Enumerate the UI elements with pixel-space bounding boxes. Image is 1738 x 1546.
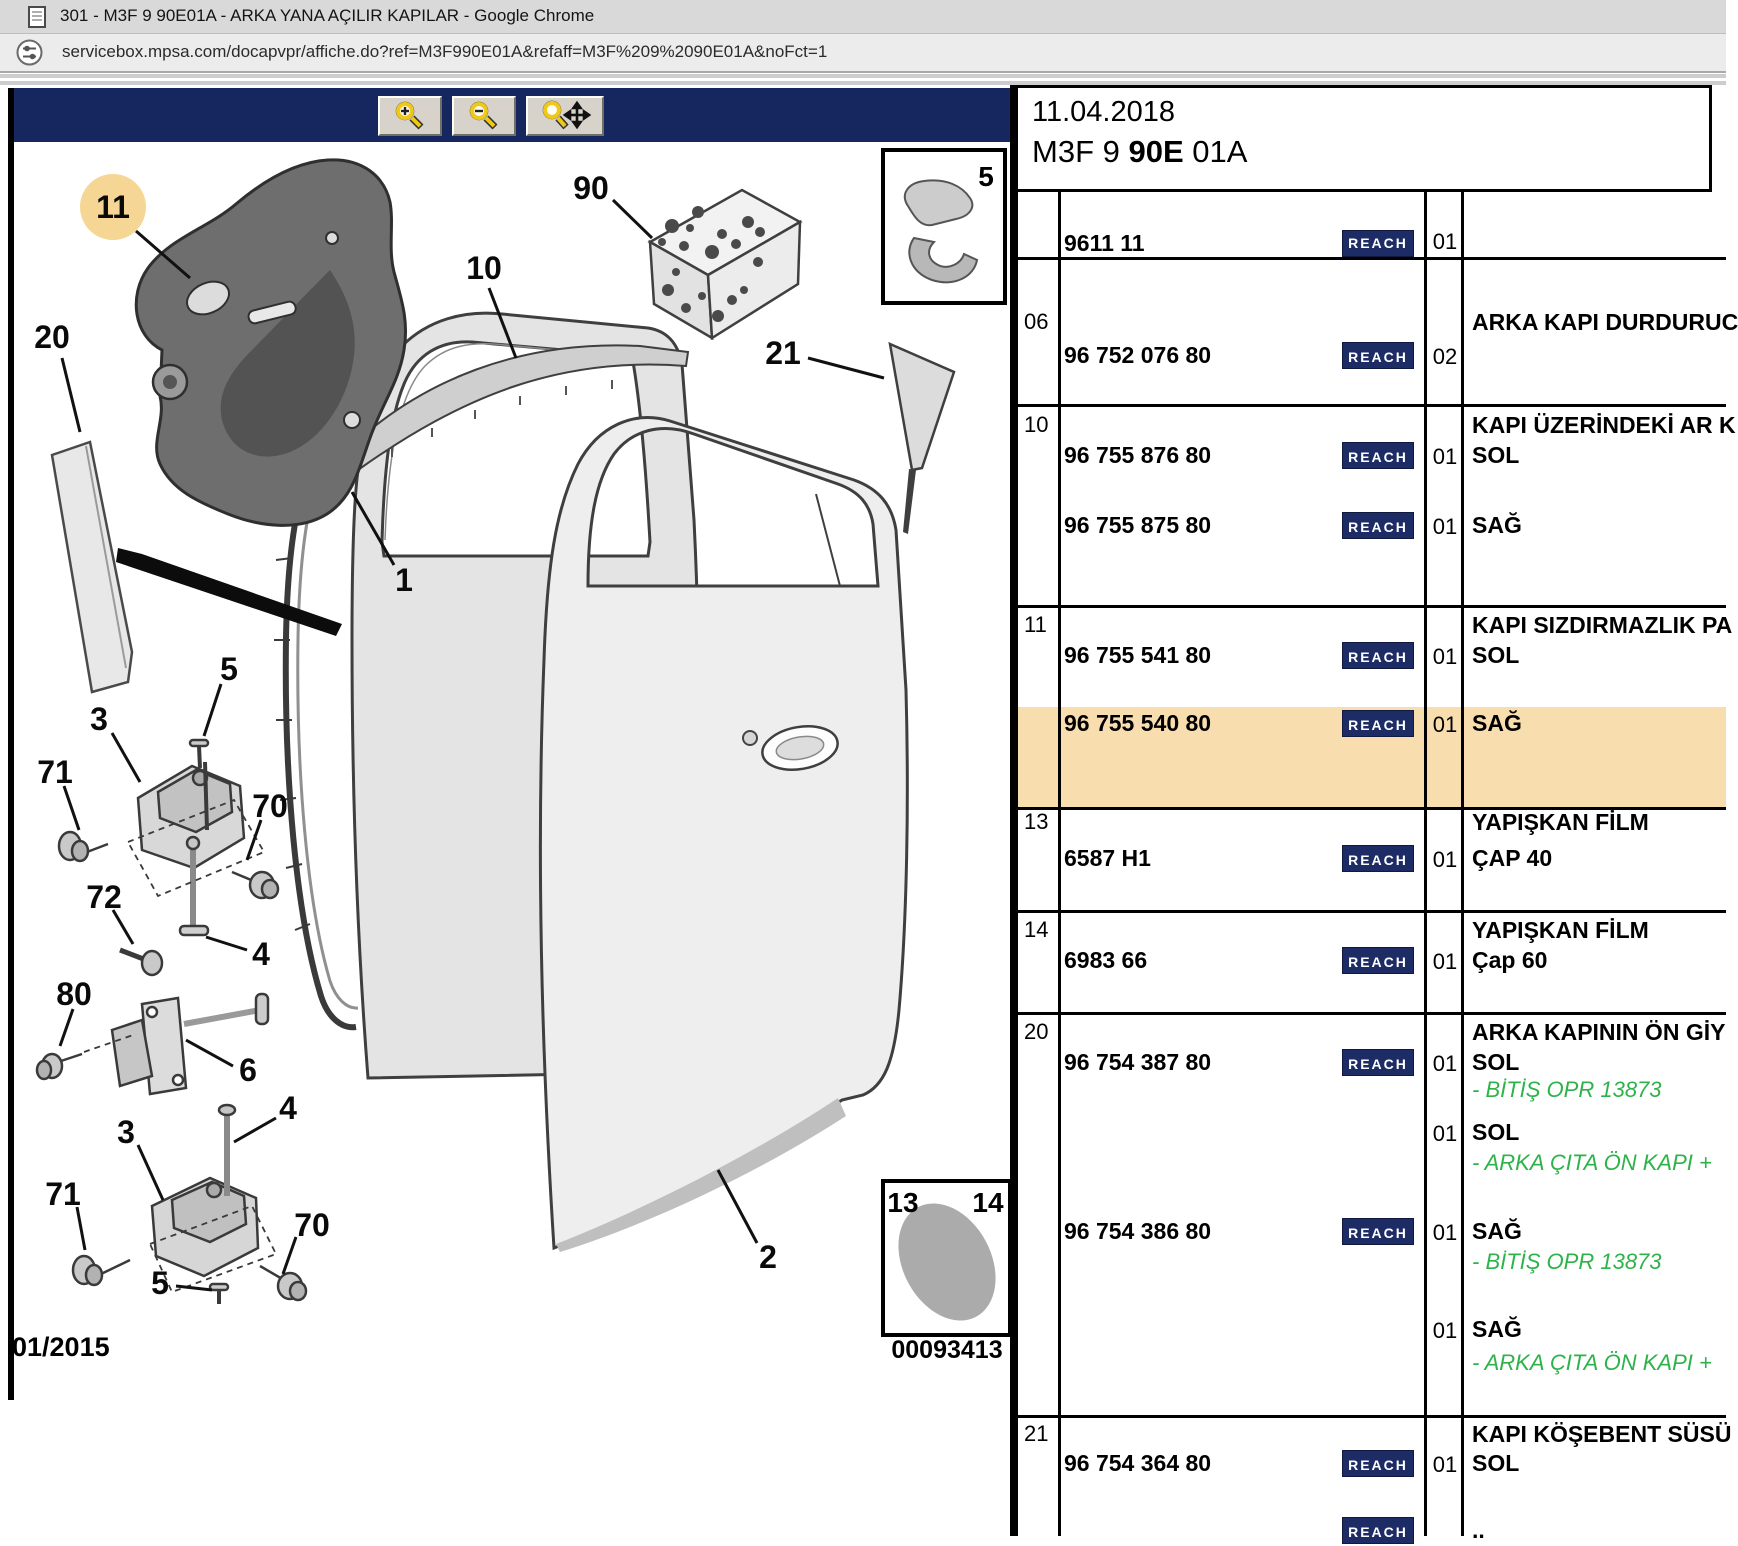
reach-badge[interactable]: REACH bbox=[1342, 642, 1414, 669]
row-description: ARKA KAPI DURDURUC bbox=[1472, 309, 1738, 335]
callout-71[interactable]: 71 bbox=[37, 754, 73, 790]
row-description: ARKA KAPININ ÖN GİY bbox=[1472, 1019, 1726, 1045]
catalog-code: M3F 9 90E 01A bbox=[1032, 134, 1248, 169]
part-number: 96 754 386 80 bbox=[1064, 1218, 1212, 1244]
row-ref: 10 bbox=[1024, 412, 1049, 437]
green-note: - ARKA ÇITA ÖN KAPI + bbox=[1472, 1350, 1712, 1375]
row-description: YAPIŞKAN FİLM bbox=[1472, 917, 1649, 943]
part-number: 96 752 076 80 bbox=[1064, 342, 1212, 368]
side-label: ÇAP 40 bbox=[1472, 845, 1553, 871]
callout-leader bbox=[138, 1145, 163, 1200]
inset-box-5 bbox=[883, 150, 1005, 303]
window-title: 301 - M3F 9 90E01A - ARKA YANA AÇILIR KAPILAR - Google Chrome bbox=[60, 6, 595, 25]
pointer-wedge bbox=[116, 548, 342, 636]
callout-leader bbox=[60, 1009, 73, 1046]
row-ref: 20 bbox=[1024, 1019, 1049, 1044]
part-number: 96 755 876 80 bbox=[1064, 442, 1212, 468]
row-border bbox=[1010, 1012, 1726, 1015]
row-border bbox=[1010, 257, 1726, 260]
row-description: KAPI ÜZERİNDEKİ AR K bbox=[1472, 412, 1736, 438]
side-label: SOL bbox=[1472, 642, 1520, 668]
callout-80[interactable]: 80 bbox=[56, 976, 92, 1012]
part-number: 96 754 364 80 bbox=[1064, 1450, 1212, 1476]
callout-5[interactable]: 5 bbox=[151, 1265, 169, 1301]
quantity: 01 bbox=[1432, 229, 1458, 254]
part-number: 96 755 541 80 bbox=[1064, 642, 1212, 668]
callout-leader bbox=[64, 786, 79, 830]
reach-badge[interactable]: REACH bbox=[1342, 342, 1414, 369]
reach-badge[interactable]: REACH bbox=[1342, 947, 1414, 974]
callout-leader bbox=[204, 684, 221, 736]
callout-leader bbox=[808, 358, 884, 378]
callout-11[interactable]: 11 bbox=[96, 189, 130, 225]
side-label: SOL bbox=[1472, 1450, 1520, 1476]
part-number: 6587 H1 bbox=[1064, 845, 1151, 871]
quantity: 01 bbox=[1432, 847, 1458, 872]
door-outer-panel bbox=[540, 418, 907, 1252]
reach-badge[interactable]: REACH bbox=[1342, 230, 1414, 257]
reach-badge[interactable]: REACH bbox=[1342, 710, 1414, 737]
url-text[interactable]: servicebox.mpsa.com/docapvpr/affiche.do?ref=M3F990E01A&refaff=M3F%209%2090E01A&noFct=1 bbox=[62, 42, 828, 61]
callout-leader bbox=[77, 1207, 85, 1250]
row-ref: 21 bbox=[1024, 1421, 1049, 1446]
quantity: 01 bbox=[1432, 1452, 1458, 1477]
reach-badge[interactable]: REACH bbox=[1342, 845, 1414, 872]
side-label: SOL bbox=[1472, 1049, 1520, 1075]
callout-3[interactable]: 3 bbox=[90, 701, 108, 737]
svg-text:14: 14 bbox=[972, 1187, 1004, 1218]
side-label: SAĞ bbox=[1472, 1316, 1522, 1342]
quantity: 01 bbox=[1432, 949, 1458, 974]
green-note: - BİTİŞ OPR 13873 bbox=[1472, 1077, 1662, 1102]
fastener-kit-box bbox=[650, 190, 800, 338]
green-note: - BİTİŞ OPR 13873 bbox=[1472, 1249, 1662, 1274]
callout-3[interactable]: 3 bbox=[117, 1114, 135, 1150]
callout-leader bbox=[718, 1170, 757, 1243]
quantity: 01 bbox=[1432, 644, 1458, 669]
callout-leader bbox=[613, 200, 652, 238]
callout-leader bbox=[176, 1286, 212, 1290]
side-label: SAĞ bbox=[1472, 512, 1522, 538]
row-ref: 13 bbox=[1024, 809, 1049, 834]
side-label: SAĞ bbox=[1472, 1218, 1522, 1244]
quantity: 02 bbox=[1432, 344, 1458, 369]
part-number: 96 754 387 80 bbox=[1064, 1049, 1212, 1075]
callout-4[interactable]: 4 bbox=[252, 936, 270, 972]
part-number: 96 755 875 80 bbox=[1064, 512, 1212, 538]
callout-70[interactable]: 70 bbox=[294, 1207, 330, 1243]
side-label: SAĞ bbox=[1472, 710, 1522, 736]
callout-20[interactable]: 20 bbox=[34, 319, 70, 355]
quantity: 01 bbox=[1432, 712, 1458, 737]
callout-leader bbox=[113, 910, 133, 944]
column-divider bbox=[1058, 192, 1061, 1536]
row-ref: 11 bbox=[1024, 612, 1047, 637]
callout-70[interactable]: 70 bbox=[252, 788, 288, 824]
quantity: 01 bbox=[1432, 1318, 1458, 1343]
row-ref: 06 bbox=[1024, 309, 1049, 334]
quantity: 01 bbox=[1432, 1051, 1458, 1076]
callout-71[interactable]: 71 bbox=[45, 1176, 81, 1212]
reach-badge[interactable]: REACH bbox=[1342, 1049, 1414, 1076]
callout-leader bbox=[206, 937, 247, 950]
table-left-border bbox=[1010, 85, 1018, 1536]
callout-leader bbox=[186, 1040, 233, 1066]
inset-box-13-14 bbox=[879, 1181, 1015, 1337]
row-ref: 14 bbox=[1024, 917, 1049, 942]
reach-badge[interactable]: REACH bbox=[1342, 1218, 1414, 1245]
side-label: .. bbox=[1472, 1517, 1485, 1543]
row-description: KAPI KÖŞEBENT SÜSÜ bbox=[1472, 1421, 1732, 1447]
callout-90[interactable]: 90 bbox=[573, 170, 609, 206]
side-label: SOL bbox=[1472, 442, 1520, 468]
quantity: 01 bbox=[1432, 1220, 1458, 1245]
corner-sail-trim bbox=[890, 344, 954, 534]
reach-badge[interactable]: REACH bbox=[1342, 512, 1414, 539]
callout-5[interactable]: 5 bbox=[220, 651, 238, 687]
diagram-date-stamp: 01/2015 bbox=[12, 1332, 110, 1362]
callout-leader bbox=[112, 733, 140, 782]
quantity: 01 bbox=[1432, 1121, 1458, 1146]
callout-leader bbox=[234, 1118, 276, 1142]
svg-text:13: 13 bbox=[887, 1187, 919, 1218]
callout-2[interactable]: 2 bbox=[759, 1239, 777, 1275]
part-number: 96 755 540 80 bbox=[1064, 710, 1212, 736]
callout-6[interactable]: 6 bbox=[239, 1052, 257, 1088]
quantity: 01 bbox=[1432, 444, 1458, 469]
part-number: 9611 11 bbox=[1064, 230, 1145, 256]
row-description: YAPIŞKAN FİLM bbox=[1472, 809, 1649, 835]
upper-hinge bbox=[59, 740, 278, 975]
callout-1[interactable]: 1 bbox=[395, 562, 413, 598]
side-label: Çap 60 bbox=[1472, 947, 1548, 973]
green-note: - ARKA ÇITA ÖN KAPI + bbox=[1472, 1150, 1712, 1175]
reach-badge[interactable]: REACH bbox=[1342, 1450, 1414, 1477]
callout-21[interactable]: 21 bbox=[765, 335, 801, 371]
diagram-image-number: 00093413 bbox=[891, 1336, 1003, 1364]
row-border bbox=[1010, 605, 1726, 608]
callout-72[interactable]: 72 bbox=[86, 879, 122, 915]
side-label: SOL bbox=[1472, 1119, 1520, 1145]
row-description: KAPI SIZDIRMAZLIK PA bbox=[1472, 612, 1733, 638]
row-border bbox=[1010, 910, 1726, 913]
row-border bbox=[1010, 404, 1726, 407]
callout-leader bbox=[62, 358, 80, 432]
partial-row bbox=[1018, 229, 1726, 257]
callout-4[interactable]: 4 bbox=[279, 1090, 297, 1126]
front-trim-strip bbox=[52, 442, 132, 692]
reach-badge[interactable]: REACH bbox=[1342, 442, 1414, 469]
table-header-box bbox=[1018, 85, 1712, 192]
callout-10[interactable]: 10 bbox=[466, 250, 502, 286]
lower-hinge bbox=[73, 1105, 306, 1304]
row-border bbox=[1010, 1415, 1726, 1418]
svg-text:5: 5 bbox=[978, 161, 994, 192]
reach-badge[interactable]: REACH bbox=[1342, 1517, 1414, 1544]
part-number: 6983 66 bbox=[1064, 947, 1148, 973]
quantity: 01 bbox=[1432, 514, 1458, 539]
column-divider bbox=[1424, 192, 1427, 1536]
catalog-date: 11.04.2018 bbox=[1032, 96, 1175, 128]
